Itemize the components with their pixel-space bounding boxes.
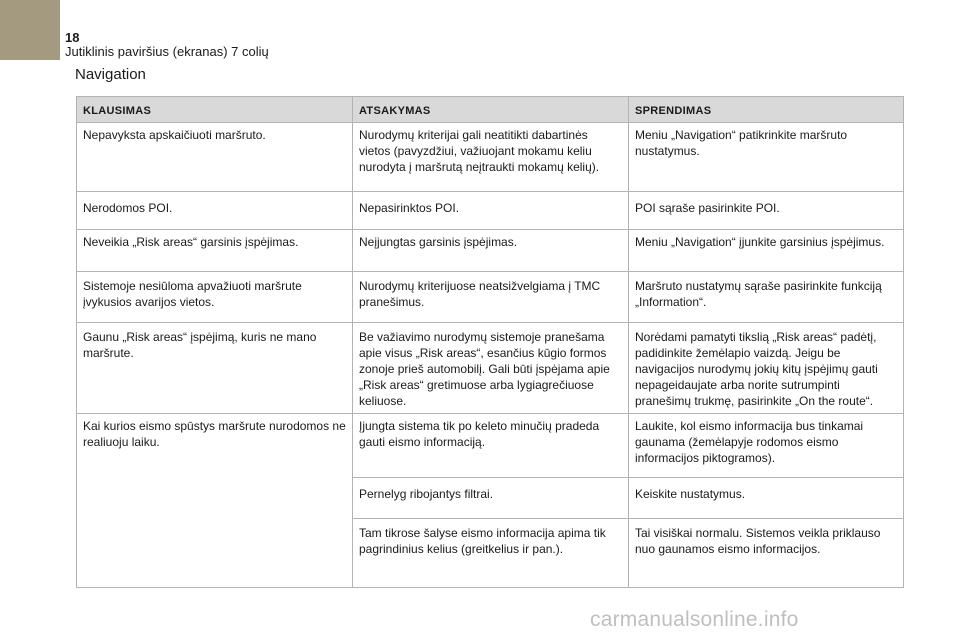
table-header-row [77, 97, 904, 123]
solution-cell: Laukite, kol eismo informacija bus tinkamai gaunama (žemėlapyje rodomos eismo informacijos piktogramos). [629, 414, 904, 478]
watermark: carmanualsonline.info [590, 608, 799, 631]
question-cell: Kai kurios eismo spūstys maršrute nurodomos ne realiuoju laiku. [77, 414, 353, 588]
header-solution: SPRENDIMAS [629, 97, 904, 123]
section-title: Navigation [75, 66, 146, 83]
solution-cell: POI sąraše pasirinkite POI. [629, 192, 904, 230]
table-row [77, 123, 904, 192]
answer-cell: Įjungta sistema tik po keleto minučių pradeda gauti eismo informaciją. [353, 414, 629, 478]
solution-cell: Maršruto nustatymų sąraše pasirinkite funkciją „Information“. [629, 272, 904, 323]
header-answer: ATSAKYMAS [353, 97, 629, 123]
page-number: 18 [65, 30, 80, 45]
header-question: KLAUSIMAS [77, 97, 353, 123]
chapter-subtitle: Jutiklinis paviršius (ekranas) 7 colių [65, 44, 269, 59]
solution-cell: Meniu „Navigation“ patikrinkite maršruto nustatymus. [629, 123, 904, 192]
answer-cell: Be važiavimo nurodymų sistemoje pranešama apie visus „Risk areas“, esančius kūgio formos zonoje prieš automobilį. Gali būti įspėjama apie „Risk areas“ gretimuose arba lygiagrečiuose keliuose. [353, 323, 629, 414]
table-row [77, 272, 904, 323]
answer-cell: Nepasirinktos POI. [353, 192, 629, 230]
question-cell: Gaunu „Risk areas“ įspėjimą, kuris ne mano maršrute. [77, 323, 353, 414]
chapter-color-tab [0, 0, 60, 60]
question-cell: Nerodomos POI. [77, 192, 353, 230]
question-cell: Sistemoje nesiūloma apvažiuoti maršrute įvykusios avarijos vietos. [77, 272, 353, 323]
answer-cell: Nurodymų kriterijuose neatsižvelgiama į TMC pranešimus. [353, 272, 629, 323]
solution-cell: Tai visiškai normalu. Sistemos veikla priklauso nuo gaunamos eismo informacijos. [629, 519, 904, 588]
solution-cell: Meniu „Navigation“ įjunkite garsinius įspėjimus. [629, 230, 904, 272]
solution-cell: Keiskite nustatymus. [629, 478, 904, 519]
question-cell: Nepavyksta apskaičiuoti maršruto. [77, 123, 353, 192]
question-cell: Neveikia „Risk areas“ garsinis įspėjimas. [77, 230, 353, 272]
answer-cell: Tam tikrose šalyse eismo informacija apima tik pagrindinius kelius (greitkelius ir pan.). [353, 519, 629, 588]
navigation-faq-table [76, 96, 904, 588]
answer-cell: Nurodymų kriterijai gali neatitikti dabartinės vietos (pavyzdžiui, važiuojant mokamu keliu nurodyta į maršrutą neįtraukti mokamų kelių). [353, 123, 629, 192]
table-row [77, 414, 904, 478]
answer-cell: Neįjungtas garsinis įspėjimas. [353, 230, 629, 272]
solution-cell: Norėdami pamatyti tikslią „Risk areas“ padėtį, padidinkite žemėlapio vaizdą. Jeigu be navigacijos nurodymų jokių kitų įspėjimų gauti nepageidaujate arba norite sutrumpinti pranešimų trukmę, pasirinkite „On the route“. [629, 323, 904, 414]
table-row [77, 192, 904, 230]
answer-cell: Pernelyg ribojantys filtrai. [353, 478, 629, 519]
table-row [77, 323, 904, 414]
table-row [77, 230, 904, 272]
